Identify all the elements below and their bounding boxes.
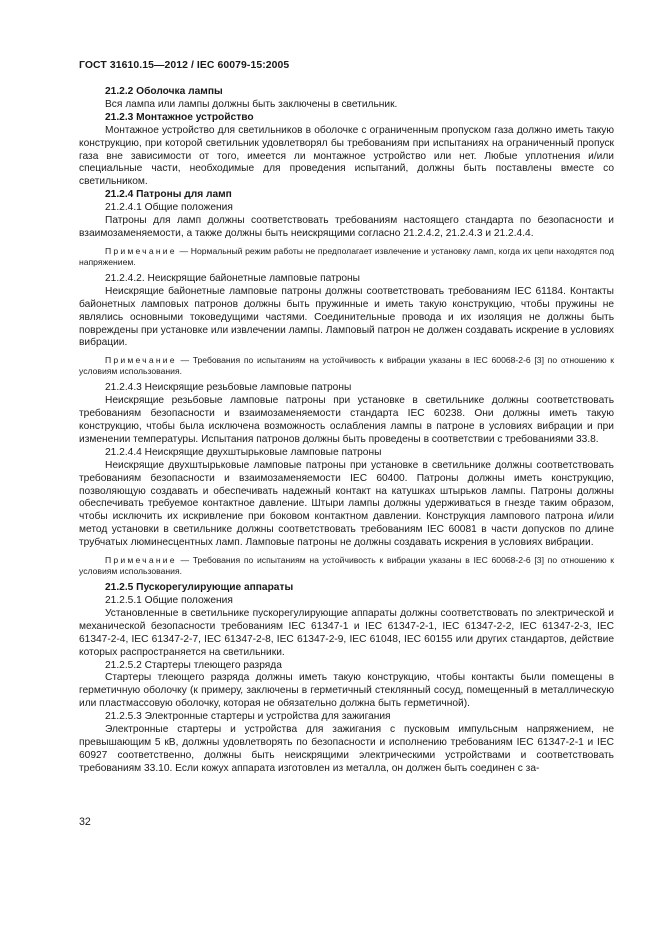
- body-paragraph: 21.2.5.2 Стартеры тлеющего разряда: [105, 659, 282, 671]
- note-text: — Нормальный режим работы не предполагает извлечение и установку ламп, когда их цепи находятся под напряжением.: [79, 245, 614, 267]
- section-heading: 21.2.2 Оболочка лампы: [105, 86, 223, 97]
- section-heading: 21.2.3 Монтажное устройство: [105, 111, 254, 123]
- note-label: Примечание: [105, 355, 177, 366]
- note-paragraph: [79, 246, 614, 268]
- section-heading: 21.2.4 Патроны для ламп: [105, 189, 232, 201]
- note-paragraph: [79, 555, 614, 577]
- section-heading: 21.2.5 Пускорегулирующие аппараты: [105, 582, 294, 594]
- body-paragraph: Вся лампа или лампы должны быть заключены в светильник.: [105, 98, 398, 110]
- body-paragraph: 21.2.4.1 Общие положения: [105, 202, 233, 214]
- page-number: 32: [79, 816, 91, 828]
- note-text: — Требования по испытаниям на устойчивость к вибрации указаны в IEC 60068-2-6 [3] по отношению к условиям использования.: [79, 355, 614, 377]
- body-paragraph: Монтажное устройство для светильников в оболочке с ограниченным пропуском газа должно иметь такую конструкцию, при которой светильник удовлетворял бы требованиям при испытаниях на ограниченный пропуск газа вне зависимости от того, имеется ли монтажное устройство или нет. Любые уплотнения и/или специальные части, необходимые для проведения испытаний, должны быть поставлены вместе со светильником.: [79, 124, 614, 188]
- body-paragraph: 21.2.4.2. Неискрящие байонетные ламповые патроны: [105, 272, 360, 284]
- body-paragraph: Неискрящие резьбовые ламповые патроны при установке в светильнике должны соответствовать требованиям безопасности и взаимозаменяемости стандарта IEC 60238. Они должны иметь такую конструкцию, чтобы была исключена возможность ослабления лампы в патроне в условиях вибрации и при изменении температуры. Испытания патронов должны быть проведены в соответствии с требованиями 33.8.: [79, 395, 614, 445]
- body-paragraph: Неискрящие байонетные ламповые патроны должны соответствовать требованиям IEC 61184. Контакты байонетных ламповых патронов должны быть пружинные и иметь такую конструкцию, чтобы пружины не являлись основными токоведущими частями. Соединительные провода и их изоляция не должны быть повреждены при установке или извлечении лампы. Ламповый патрон не должен создавать искрение в условиях вибрации.: [79, 285, 614, 349]
- document-body: [79, 86, 614, 776]
- body-paragraph: Неискрящие двухштырьковые ламповые патроны при установке в светильнике должны соответствовать требованиям безопасности и взаимозаменяемости IEC 60400. Патроны должны иметь конструкцию, позволяющую создавать и обеспечивать надежный контакт на катушках штырьков лампы. Патроны должны обеспечивать требуемое контактное давление. Штыри лампы должны удерживаться в гнезде таким образом, чтобы исключить их искривление при боковом контактном давлении. Конструкция лампового патрона и/или метод установки в светильнике должны соответствовать требованиям IEC 60081 в части допусков по длине трубчатых люминесцентных ламп. Ламповые патроны не должны создавать искрения в условиях вибрации.: [79, 459, 614, 549]
- body-paragraph: 21.2.5.3 Электронные стартеры и устройства для зажигания: [105, 711, 391, 723]
- body-paragraph: Стартеры тлеющего разряда должны иметь такую конструкцию, чтобы контакты были помещены в герметичную оболочку (к примеру, заключены в герметичный стеклянный сосуд, помещенный в металлическую или пластмассовую оболочку, которая не обязательно должна быть герметичной).: [79, 672, 614, 710]
- note-text: — Требования по испытаниям на устойчивость к вибрации указаны в IEC 60068-2-6 [3] по отношению к условиям использования.: [79, 555, 614, 577]
- note-label: Примечание: [105, 245, 177, 256]
- body-paragraph: Установленные в светильнике пускорегулирующие аппараты должны соответствовать по электрической и механической безопасности требованиям IEC 61347-1 и IEC 61347-2-1, IEC 61347-2-2, IEC 61347-2-3, IEC 61347-2-4, IEC 61347-2-7, IEC 61347-2-8, IEC 61347-2-9, IEC 61048, IEC 60155 или других стандартов, действие которых распространяется на светильники.: [79, 607, 614, 658]
- body-paragraph: Патроны для ламп должны соответствовать требованиям настоящего стандарта по безопасности и взаимозаменяемости, а также должны быть неискрящими согласно 21.2.4.2, 21.2.4.3 и 21.2.4.4.: [79, 215, 614, 239]
- note-paragraph: [79, 355, 614, 377]
- body-paragraph: 21.2.4.4 Неискрящие двухштырьковые ламповые патроны: [105, 446, 382, 458]
- body-paragraph: 21.2.4.3 Неискрящие резьбовые ламповые патроны: [105, 382, 352, 394]
- document-header: ГОСТ 31610.15—2012 / IEC 60079-15:2005: [79, 60, 290, 71]
- body-paragraph: 21.2.5.1 Общие положения: [105, 595, 233, 606]
- note-label: Примечание: [105, 555, 177, 566]
- body-paragraph: Электронные стартеры и устройства для зажигания с пусковым импульсным напряжением, не превышающим 5 кВ, должны удовлетворять по безопасности и исполнению требованиям IEC 61347-2-1 и IEC 60927 соответственно, должны быть неискрящими электрическими устройствами и соответствовать требованиям 33.10. Если кожух аппарата изготовлен из металла, он должен быть соединен с за-: [79, 724, 614, 774]
